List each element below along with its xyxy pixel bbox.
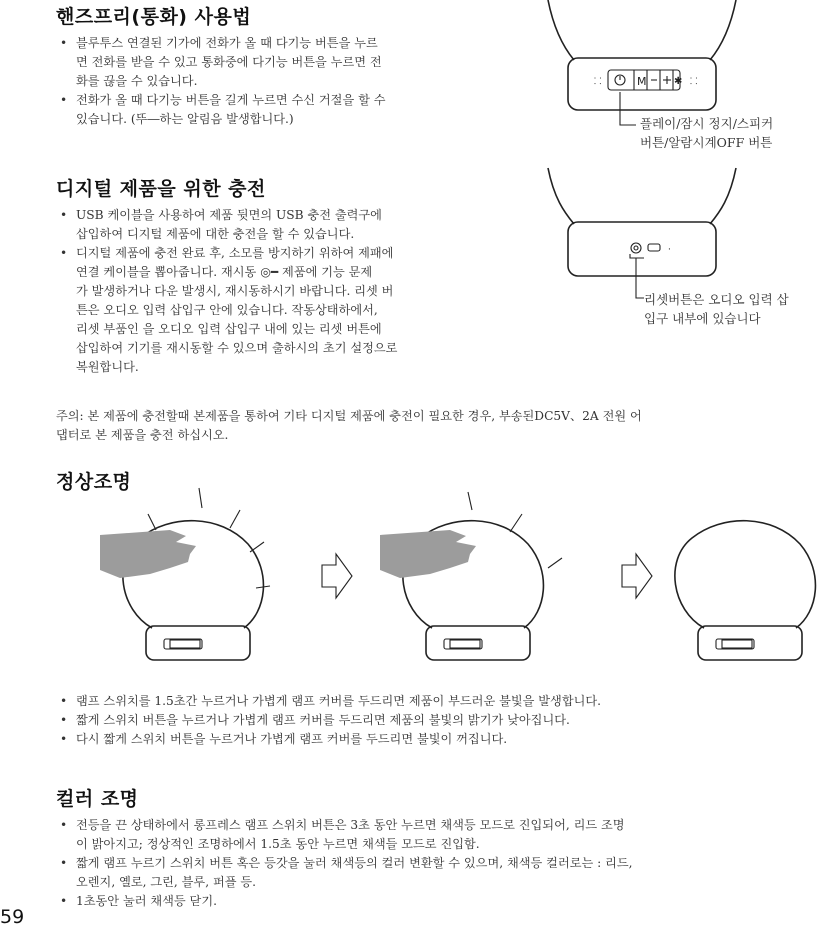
normal-light-title: 정상조명 xyxy=(56,471,132,493)
bullet-text: USB 케이블을 사용하여 제품 뒷면의 USB 충전 출력구에 삽입하여 디지털 제품에 대한 충전을 할 수 있습니다. xyxy=(76,208,382,241)
next-arrow-icon xyxy=(322,554,352,598)
bullet: • xyxy=(60,713,68,727)
bullet-text: 짧게 램프 누르기 스위치 버튼 혹은 등갓을 눌러 채색등의 컬러 변환할 수 있으며, 채색등 컬러로는 : 리드, 오렌지, 옐로, 그린, 블루, 퍼플 등. xyxy=(76,856,633,889)
bullet-text: 짧게 스위치 버튼을 누르거나 가볍게 램프 커버를 두드리면 제품의 불빛의 밝기가 낮아집니다. xyxy=(76,713,570,727)
bullet: • xyxy=(60,208,68,222)
bullet: • xyxy=(60,694,68,708)
list-item xyxy=(60,711,830,730)
color-light-bullets xyxy=(60,816,835,911)
normal-light-illustration xyxy=(0,480,840,680)
charging-title: 디지털 제품을 위한 충전 xyxy=(56,178,266,200)
normal-light-bullets xyxy=(60,692,830,749)
bullet: • xyxy=(60,818,68,832)
bullet: • xyxy=(60,732,68,746)
list-item xyxy=(60,244,530,377)
bullet: • xyxy=(60,856,68,870)
svg-text:M: M xyxy=(637,75,647,88)
reset-caption: 리셋버튼은 오디오 입력 삽 입구 내부에 있습니다 xyxy=(644,292,789,326)
handsfree-bullets xyxy=(60,34,530,129)
list-item xyxy=(60,91,530,129)
svg-text:✱: ✱ xyxy=(674,76,683,87)
handsfree-title: 핸즈프리(통화) 사용법 xyxy=(56,6,252,28)
svg-text:·: · xyxy=(668,245,671,255)
charging-note: 주의: 본 제품에 충전할때 본제품을 통하여 기타 디지털 제품에 충전이 필요한 경우, 부송된DC5V、2A 전원 어 댑터로 본 제품을 충전 하십시오. xyxy=(56,409,642,442)
bullet: • xyxy=(60,93,68,107)
bullet-text: 전화가 올 때 다기능 버튼을 길게 누르면 수신 거절을 할 수 있습니다. (뚜―하는 알림음 발생합니다.) xyxy=(76,93,386,126)
list-item xyxy=(60,692,830,711)
bullet-text: 1초동안 눌러 채색등 닫기. xyxy=(76,894,217,908)
lamp-off xyxy=(675,521,816,660)
color-light-title: 컬러 조명 xyxy=(56,788,139,810)
bullet: • xyxy=(60,894,68,908)
list-item xyxy=(60,816,835,854)
bullet-text: 전등을 끈 상태하에서 롱프레스 램프 스위치 버튼은 3초 동안 누르면 채색등 모드로 진입되어, 리드 조명 이 밝아지고; 정상적인 조명하에서 1.5초 동안 누르면 채색들 모드로 진입함. xyxy=(76,818,625,851)
list-item xyxy=(60,854,835,892)
list-item xyxy=(60,892,835,911)
bullet-text: 디지털 제품에 충전 완료 후, 소모를 방지하기 위하여 제패에 연결 케이블을 뽑아줍니다. 재시동 ◎━ 제품에 기능 문제 가 발생하거나 다운 발생시, 재시동하시기 바랍니다. 리셋 버 튼은 오디오 입력 삽입구 안에 있습니다. 작동상태하에서, 리셋 부품인 을 오디오 입력 삽입구 내에 있는 리셋 버튼에 삽입하여 기기를 재시동할 수 있으며 출하시의 초기 설정으로 복원합니다. xyxy=(76,246,398,374)
button-strip xyxy=(608,70,682,90)
page-number: 59 xyxy=(0,906,25,928)
bullet: • xyxy=(60,246,68,260)
svg-text:⸬: ⸬ xyxy=(594,77,602,87)
charging-bullets xyxy=(60,206,530,377)
lamp-touch-2 xyxy=(380,492,562,660)
next-arrow-icon xyxy=(622,554,652,598)
svg-text:⸬: ⸬ xyxy=(690,77,698,87)
bullet: • xyxy=(60,36,68,50)
bullet-text: 블루투스 연결된 기가에 전화가 올 때 다기능 버튼을 누르 면 전화를 받을 수 있고 통화중에 다기능 버튼을 누르면 전 화를 끊을 수 있습니다. xyxy=(76,36,382,88)
bullet-text: 다시 짧게 스위치 버튼을 누르거나 가볍게 램프 커버를 두드리면 불빛이 꺼집니다. xyxy=(76,732,508,746)
lamp-touch-1 xyxy=(100,488,270,660)
list-item xyxy=(60,206,530,244)
list-item xyxy=(60,34,530,91)
buttons-caption: 플레이/잠시 정지/스피커 버튼/알람시계OFF 버튼 xyxy=(640,116,774,150)
bullet-text: 램프 스위치를 1.5초간 누르거나 가볍게 램프 커버를 두드리면 제품이 부드러운 불빛을 발생합니다. xyxy=(76,694,602,708)
list-item xyxy=(60,730,830,749)
